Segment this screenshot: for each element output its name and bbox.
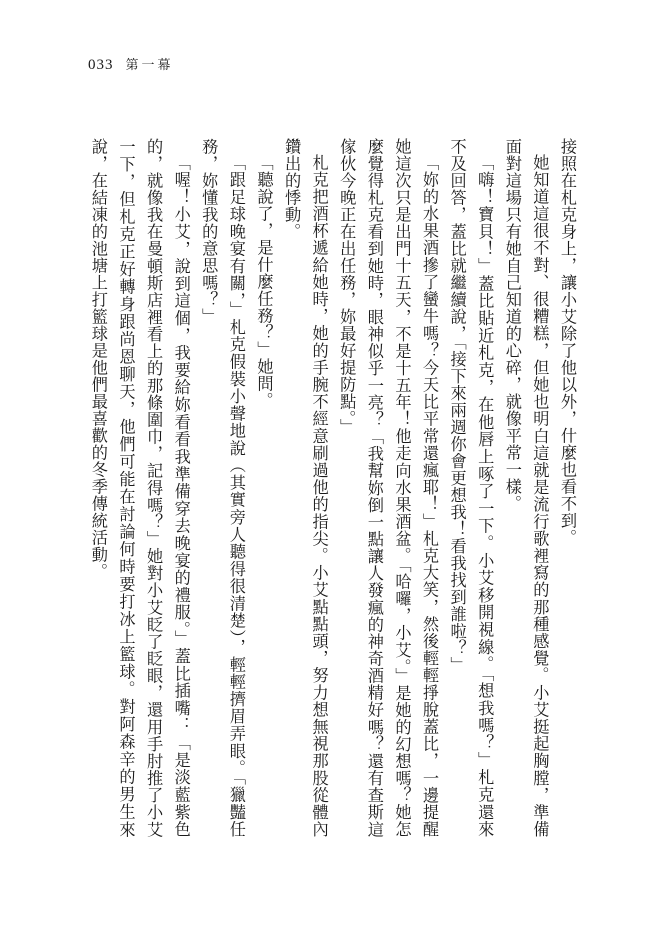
- body-text: [84, 138, 581, 838]
- paragraph-4: 「妳的水果酒摻了蠻牛嗎？今天比平常還瘋耶！」札克大笑，然後輕輕掙脫蓋比，一邊提醒她這次只是出門十五天，不是十五年！他走向水果酒盆。「哈囉，小艾。」是她的幻想嗎？她怎麼覺得札克看到她時，眼神似乎一亮？「我幫妳倒一點讓人發瘋的神奇酒精好嗎？還有查斯這傢伙今晚正在出任務，妳最好提防點。」: [337, 138, 440, 838]
- page-number: 033: [88, 57, 114, 73]
- paragraph-1: 接照在札克身上，讓小艾除了他以外，什麼也看不到。: [558, 138, 577, 546]
- paragraph-5: 札克把酒杯遞給她時，她的手腕不經意刷過他的指尖。小艾點點頭，努力想無視那股從體內鑽出的悸動。: [282, 138, 329, 838]
- paragraph-6: 「聽說了，是什麼任務？」她問。: [254, 154, 274, 410]
- chapter-title: 第一幕: [125, 58, 174, 73]
- paragraph-8: 「喔！小艾，說到這個，我要給妳看看我準備穿去晚宴的禮服。」蓋比插嘴：「是淡藍紫色的，就像我在曼頓斯店裡看上的那條圍巾，記得嗎？」她對小艾眨了眨眼，還用手肘推了小艾一下，但札克正好轉身跟尚恩聊天，他們可能在討論何時要打冰上籃球。對阿森辛的男生來說，在結凍的池塘上打籃球是他們最喜歡的冬季傳統活動。: [88, 138, 191, 838]
- paragraph-7: 「跟足球晚宴有關，」札克假裝小聲地說（其實旁人聽得很清楚），輕輕擠眉弄眼。「獵豔任務，妳懂我的意思嗎？」: [199, 138, 246, 838]
- paragraph-2: 她知道這很不對、很糟糕，但她也明白這就是流行歌裡寫的那種感覺。小艾挺起胸膛，準備面對這場只有她自己知道的心碎，就像平常一樣。: [502, 138, 550, 838]
- paragraph-3: 「嗨！寶貝！」蓋比貼近札克，在他唇上啄了一下。小艾移開視線。「想我嗎？」札克還來不及回答，蓋比就繼續說，「接下來兩週你會更想我！看我找到誰啦？」: [447, 138, 495, 838]
- page-header: [88, 54, 174, 74]
